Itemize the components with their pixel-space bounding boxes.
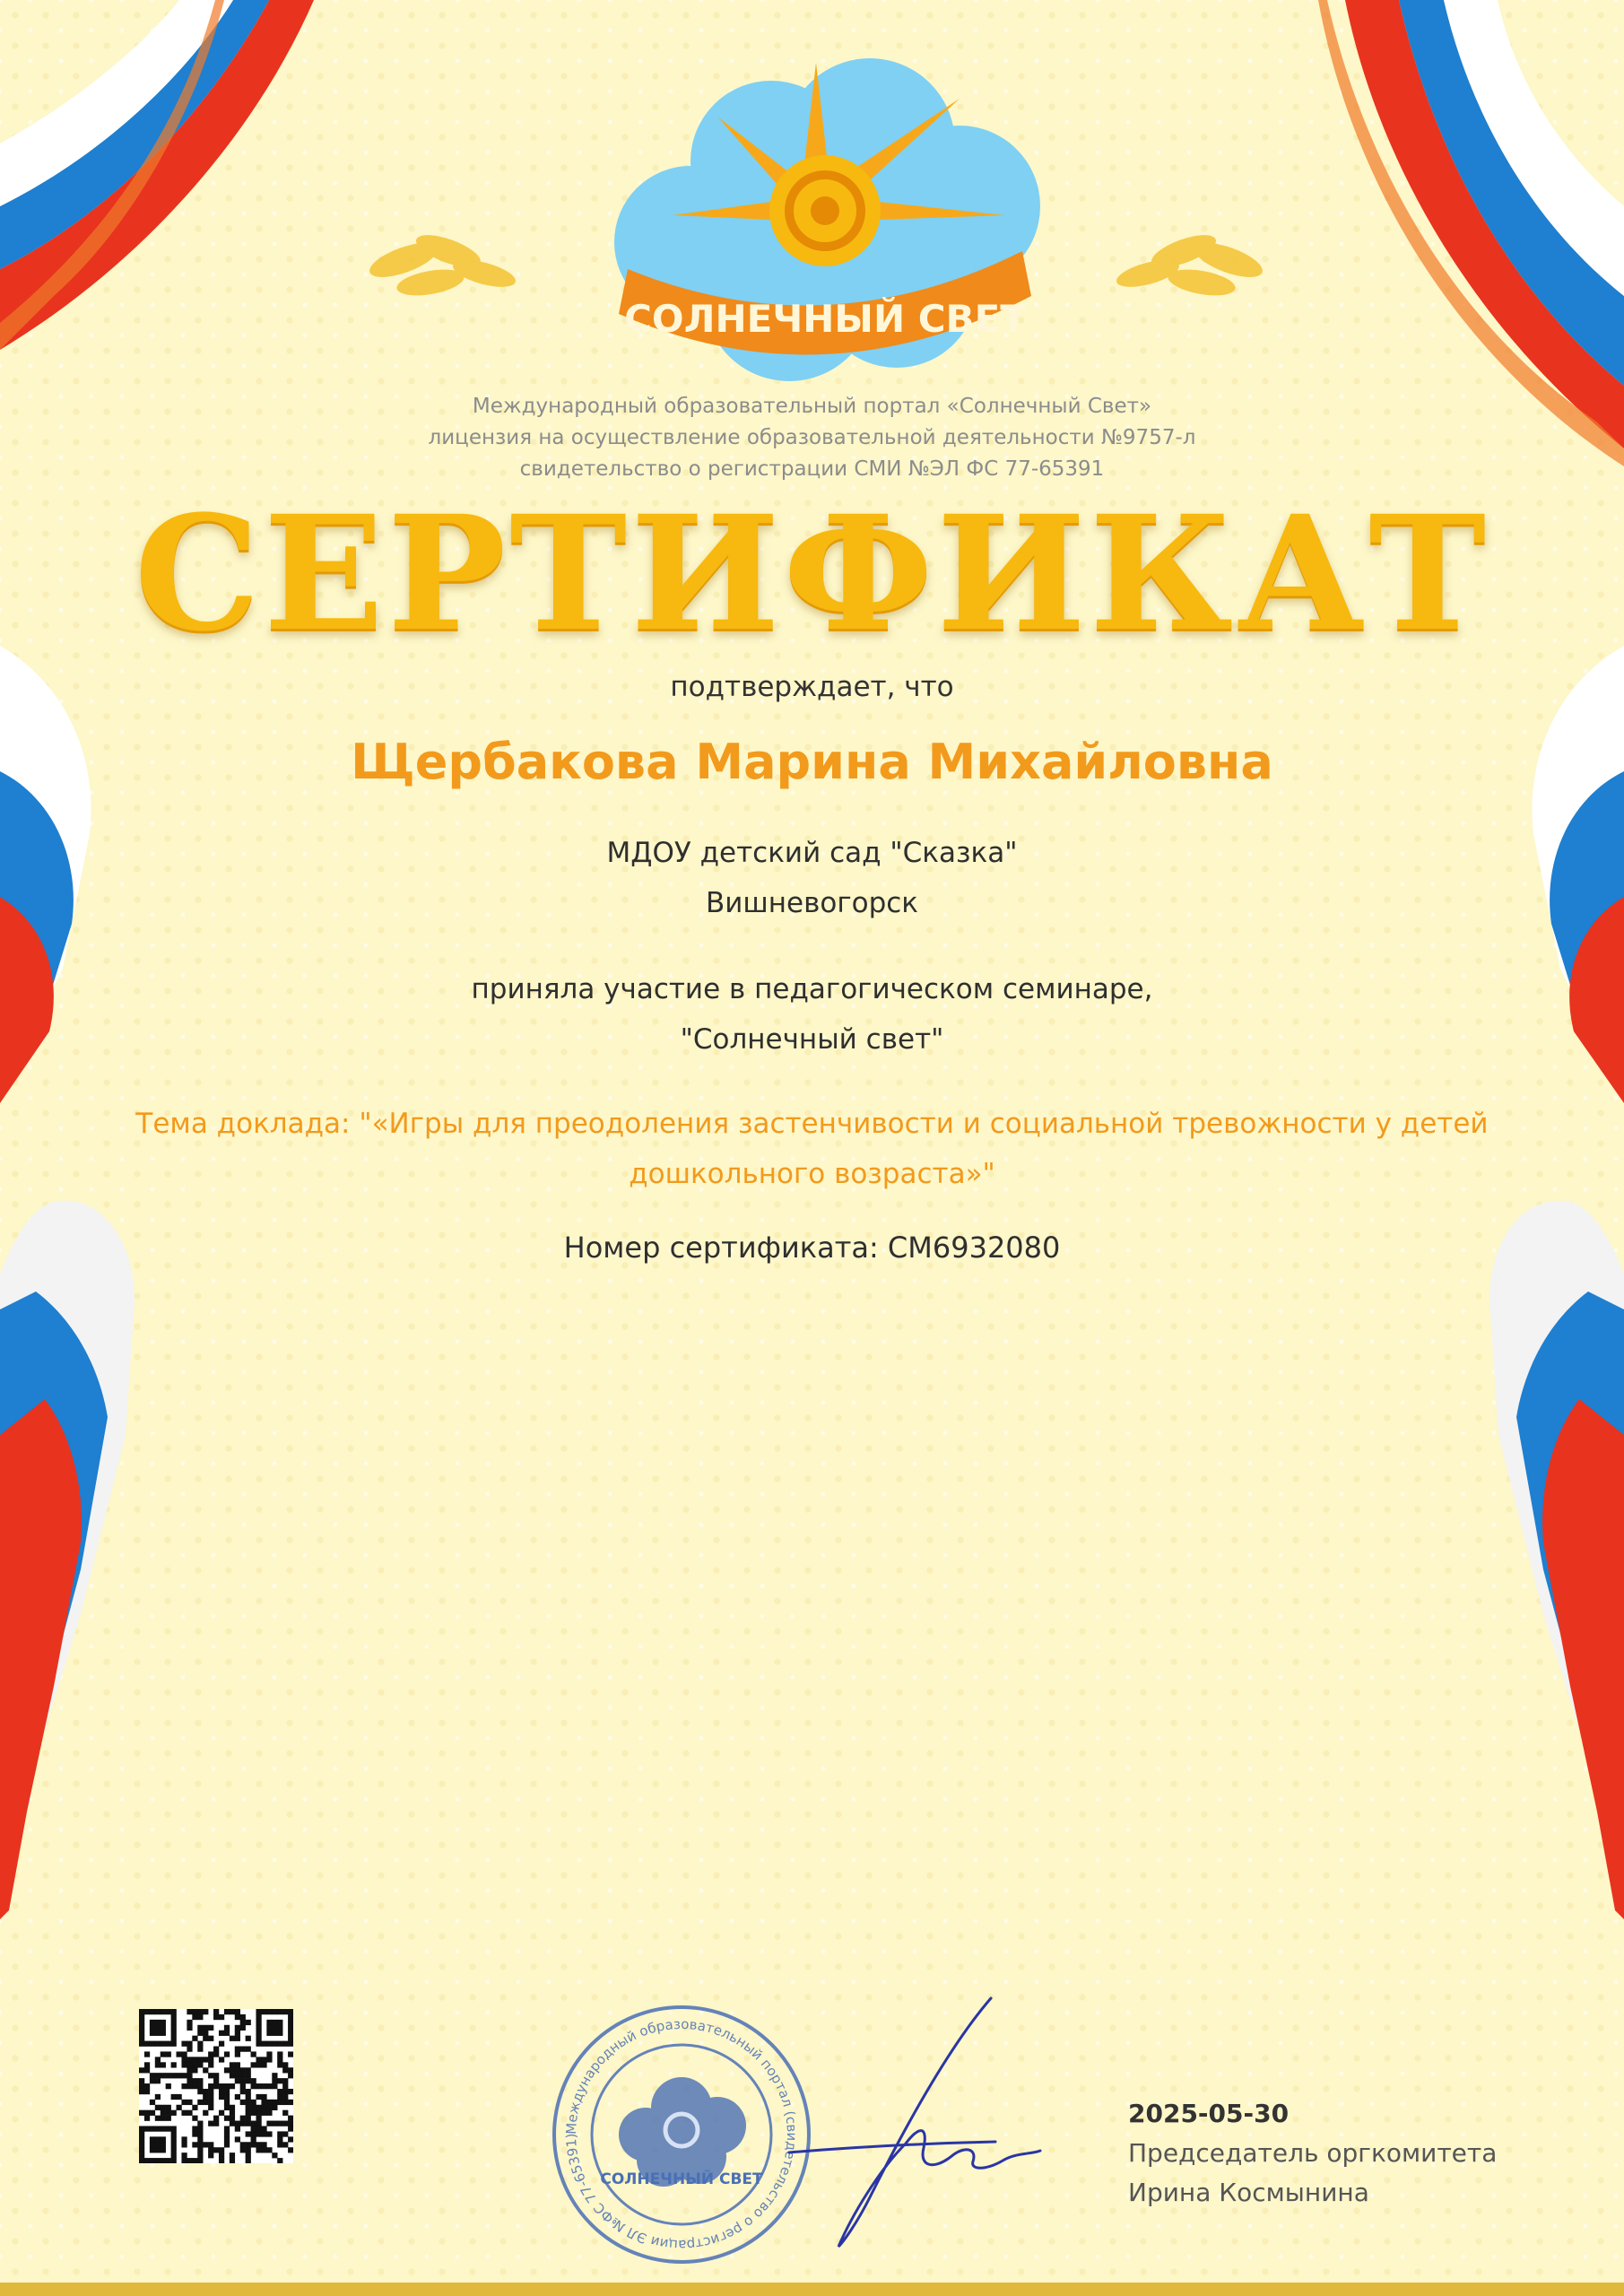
portal-header xyxy=(0,391,1624,485)
signer-name: Ирина Космынина xyxy=(1128,2178,1369,2207)
license-line: лицензия на осуществление образовательной деятельности №9757-л xyxy=(428,426,1196,449)
portal-logo xyxy=(341,27,1291,386)
logo-text: СОЛНЕЧНЫЙ СВЕТ xyxy=(624,297,1026,341)
organization-name: МДОУ детский сад "Сказка" xyxy=(606,837,1018,869)
report-topic: Тема доклада: "«Игры для преодоления застенчивости и социальной тревожности у детей дошкольного возраста»" xyxy=(135,1108,1489,1190)
bottom-border xyxy=(0,2283,1624,2296)
qr-code-icon xyxy=(139,2009,293,2163)
participation-block xyxy=(0,964,1624,1065)
portal-name: Международный образовательный портал «Солнечный Свет» xyxy=(472,395,1152,418)
signer-role: Председатель оргкомитета xyxy=(1128,2138,1498,2168)
stamp-center-text: СОЛНЕЧНЫЙ СВЕТ xyxy=(600,2170,763,2188)
event-name: "Солнечный свет" xyxy=(680,1023,944,1056)
organization-city: Вишневогорск xyxy=(705,887,919,919)
certificate-title: СЕРТИФИКАТ xyxy=(134,481,1490,666)
signature-icon xyxy=(771,1991,1058,2260)
issue-date: 2025-05-30 xyxy=(1128,2099,1290,2128)
stamp-ring-text: Международный образовательный портал (свидетельство о регистрации ЭЛ №ФС 77-65391) xyxy=(562,2015,801,2254)
handwritten-signature xyxy=(771,1991,1058,2260)
certificate-number: Номер сертификата: СМ6932080 xyxy=(563,1231,1061,1265)
confirms-text: подтверждает, что xyxy=(670,671,954,703)
media-registration-line: свидетельство о регистрации СМИ №ЭЛ ФС 77-65391 xyxy=(519,457,1105,481)
recipient-name: Щербакова Марина Михайловна xyxy=(351,734,1273,790)
qr-code xyxy=(139,2009,293,2163)
sun-cloud-logo-icon xyxy=(341,27,1291,386)
participation-line: приняла участие в педагогическом семинаре, xyxy=(471,973,1153,1005)
organization-block xyxy=(0,828,1624,928)
signature-block xyxy=(1128,2094,1497,2213)
